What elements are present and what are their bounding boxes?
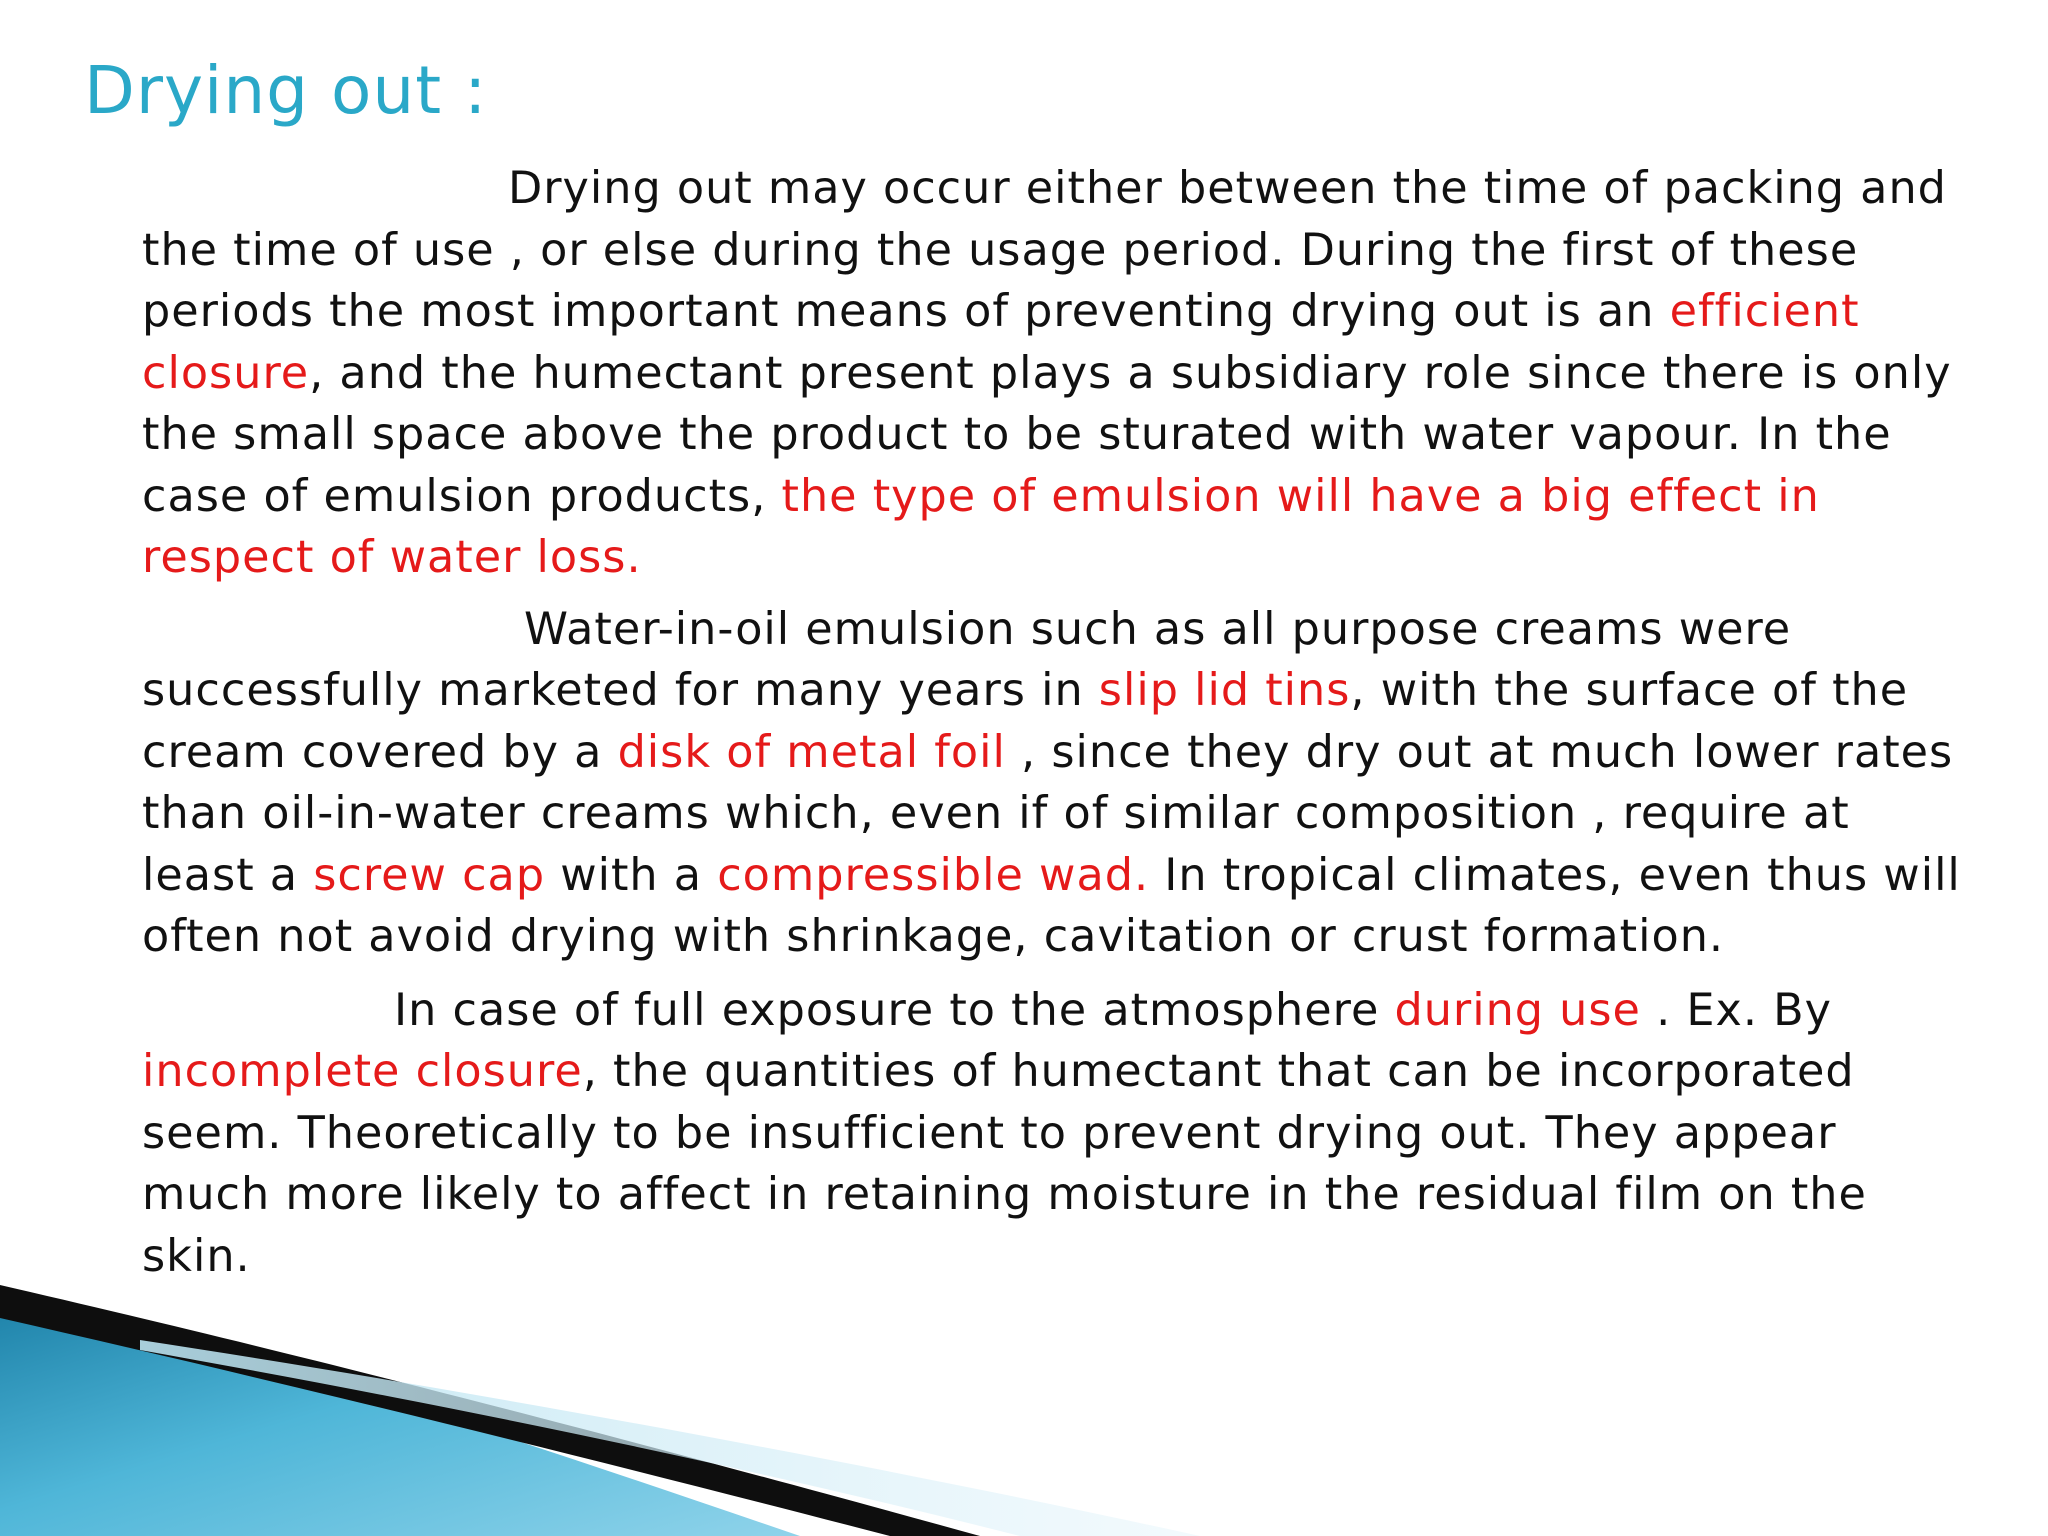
highlight-emulsion-type: the type of emulsion will have a big effect in respect of water loss. [142,470,1820,583]
highlight-during-use: during use [1394,984,1641,1036]
highlight-screw-cap: screw cap [313,849,546,901]
paragraph-2-text: , with the surface of the cream covered by a [142,665,1909,778]
paragraph-2-text: , since they dry out at much lower rates than oil-in-water creams which, even if of similar composition , require at least a [142,726,1954,901]
paragraph-3-text: . Ex. By [1640,984,1832,1036]
slide-title: Drying out : [84,52,488,129]
paragraph-3-text: , the quantities of humectant that can be incorporated seem. Theoretically to be insufficient to prevent drying out. They appear much more likely to affect in retaining moisture in the residual film on the skin. [142,1046,1867,1282]
paragraph-1-text: Drying out may occur either between the time of packing and the time of use , or else during the usage period. During the first of these periods the most important means of preventing drying out is an [142,163,1947,337]
highlight-slip-lid-tins: slip lid tins [1098,665,1351,716]
highlight-compressible-wad: compressible wad. [717,849,1150,901]
paragraph-2-text: Water-in-oil emulsion such as all purpose creams were successfully marketed for many years in [142,603,1792,716]
paragraph-2 [142,599,1972,968]
slide-body [142,158,1972,1287]
paragraph-1-text: , and the humectant present plays a subsidiary role since there is only the small space above the product to be sturated with water vapour. In the case of emulsion products, [142,347,1952,522]
paragraph-1 [142,158,1972,589]
highlight-disk-of-metal-foil: disk of metal foil [617,726,1006,778]
highlight-incomplete-closure: incomplete closure [142,1046,583,1097]
paragraph-2-text: In tropical climates, even thus will often not avoid drying with shrinkage, cavitation or crust formation. [142,849,1961,962]
highlight-efficient-closure: efficient closure [142,286,1860,399]
paragraph-3 [142,980,1972,1288]
paragraph-2-text: with a [545,849,718,901]
paragraph-3-text: In case of full exposure to the atmosphere [394,984,1395,1036]
